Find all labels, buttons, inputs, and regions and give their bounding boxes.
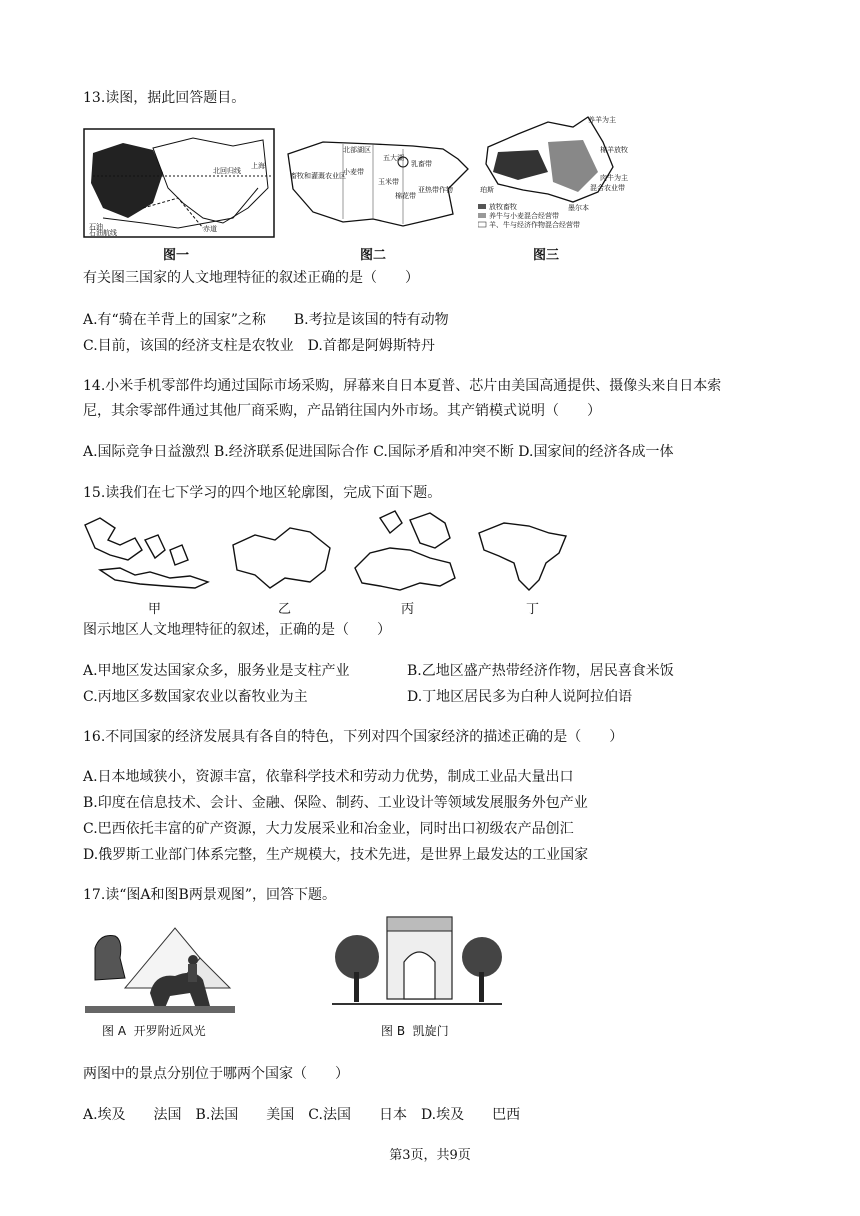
map3-label-melbourne: 墨尔本 — [568, 204, 589, 212]
q13-stem: 13.读图，据此回答题目。 — [83, 90, 246, 106]
map1-legend-route: 石油航线 — [89, 229, 117, 237]
map2-label-subtropical: 亚热带作物 — [418, 186, 453, 194]
q15-stem: 15.读我们在七下学习的四个地区轮廓图，完成下面下题。 — [83, 485, 442, 501]
q14-options: A.国际竞争日益激烈 B.经济联系促进国际合作 C.国际矛盾和冲突不断 D.国家间的经济各成一体 — [83, 444, 674, 460]
q15-question: 图示地区人文地理特征的叙述，正确的是（ ） — [83, 622, 391, 638]
map1-label-tropic: 北回归线 — [213, 167, 241, 175]
q15-option-a: A.甲地区发达国家众多，服务业是支柱产业 — [83, 663, 350, 679]
map3-legend-2: 养牛与小麦混合经营带 — [489, 212, 559, 220]
q16-stem: 16.不同国家的经济发展具有各自的特色，下列对四个国家经济的描述正确的是（ ） — [83, 729, 624, 745]
q13-question: 有关图三国家的人文地理特征的叙述正确的是（ ） — [83, 270, 419, 286]
q16-option-b: B.印度在信息技术、会计、金融、保险、制药、工业设计等领域发展服务外包产业 — [83, 795, 588, 811]
map3-label-beef: 肉牛为主 — [600, 174, 628, 182]
q13-options-2: C.目前，该国的经济支柱是农牧业 D.首都是阿姆斯特丹 — [83, 338, 435, 354]
map1-label-shanghai: 上海 — [251, 162, 265, 170]
q17-caption-a: 图 A 开罗附近风光 — [102, 1024, 206, 1038]
q13-map-1 — [83, 128, 278, 238]
q15-label-yi: 乙 — [278, 602, 292, 617]
page-footer: 第3页，共9页 — [389, 1148, 471, 1163]
q17-question: 两图中的景点分别位于哪两个国家（ ） — [83, 1066, 349, 1082]
q17-image-a-cairo — [85, 918, 235, 1013]
fig-caption-2: 图二 — [360, 248, 387, 263]
map3-label-perth: 珀斯 — [480, 186, 494, 194]
q14-line-1: 14.小米手机零部件均通过国际市场采购，屏幕来自日本夏普、芯片由美国高通提供、摄像头来自日本索 — [83, 378, 722, 394]
map2-label-cotton: 棉花带 — [395, 192, 416, 200]
q15-option-b: B.乙地区盛产热带经济作物，居民喜食米饭 — [407, 663, 674, 679]
map2-label-grazing: 畜牧和灌溉农业区 — [290, 172, 346, 180]
q16-option-d: D.俄罗斯工业部门体系完整，生产规模大，技术先进，是世界上最发达的工业国家 — [83, 847, 589, 863]
q15-option-d: D.丁地区居民多为白种人说阿拉伯语 — [407, 689, 633, 705]
map2-label-corn: 玉米带 — [378, 178, 399, 186]
q13-options-1: A.有“骑在羊背上的国家”之称 B.考拉是该国的特有动物 — [83, 312, 449, 328]
map2-label-lakes: 五大湖 — [383, 154, 404, 162]
q17-caption-b: 图 B 凯旋门 — [381, 1024, 449, 1038]
q15-map-yi — [225, 520, 340, 595]
map2-label-north: 北部湖区 — [343, 146, 371, 154]
q13-map-3 — [478, 112, 628, 236]
q15-label-jia: 甲 — [148, 602, 162, 617]
q17-options: A.埃及 法国 B.法国 美国 C.法国 日本 D.埃及 巴西 — [83, 1107, 521, 1123]
map1-label-equator: 赤道 — [203, 225, 217, 233]
q17-image-b-arc — [332, 912, 502, 1012]
fig-caption-1: 图一 — [163, 248, 190, 263]
q15-option-c: C.丙地区多数国家农业以畜牧业为主 — [83, 689, 308, 705]
q15-map-ding — [474, 518, 574, 593]
map3-legend-3: 羊、牛与经济作物混合经营带 — [489, 221, 580, 229]
q16-option-a: A.日本地域狭小，资源丰富，依靠科学技术和劳动力优势，制成工业品大量出口 — [83, 769, 574, 785]
map3-legend-1: 放牧畜牧 — [489, 203, 517, 211]
map3-label-sheep: 养羊为主 — [588, 116, 616, 124]
q15-label-bing: 丙 — [401, 602, 415, 617]
map1-legend-oil: 石油 — [89, 223, 103, 231]
q13-map-2 — [283, 134, 473, 234]
q16-option-c: C.巴西依托丰富的矿产资源，大力发展采业和冶金业，同时出口初级农产品创汇 — [83, 821, 574, 837]
q15-label-ding: 丁 — [526, 602, 540, 617]
q14-line-2: 尼，其余零部件通过其他厂商采购，产品销往国内外市场。其产销模式说明（ ） — [83, 403, 601, 419]
map3-label-mixed: 混合农业带 — [590, 184, 625, 192]
fig-caption-3: 图三 — [533, 248, 560, 263]
map2-label-dairy: 乳畜带 — [411, 160, 432, 168]
map3-label-merino: 棉羊放牧 — [600, 146, 628, 154]
q17-stem: 17.读“图A和图B两景观图”，回答下题。 — [83, 887, 336, 903]
map2-label-wheat: 小麦带 — [343, 168, 364, 176]
q15-map-bing — [350, 508, 465, 598]
q15-map-jia — [80, 510, 215, 600]
